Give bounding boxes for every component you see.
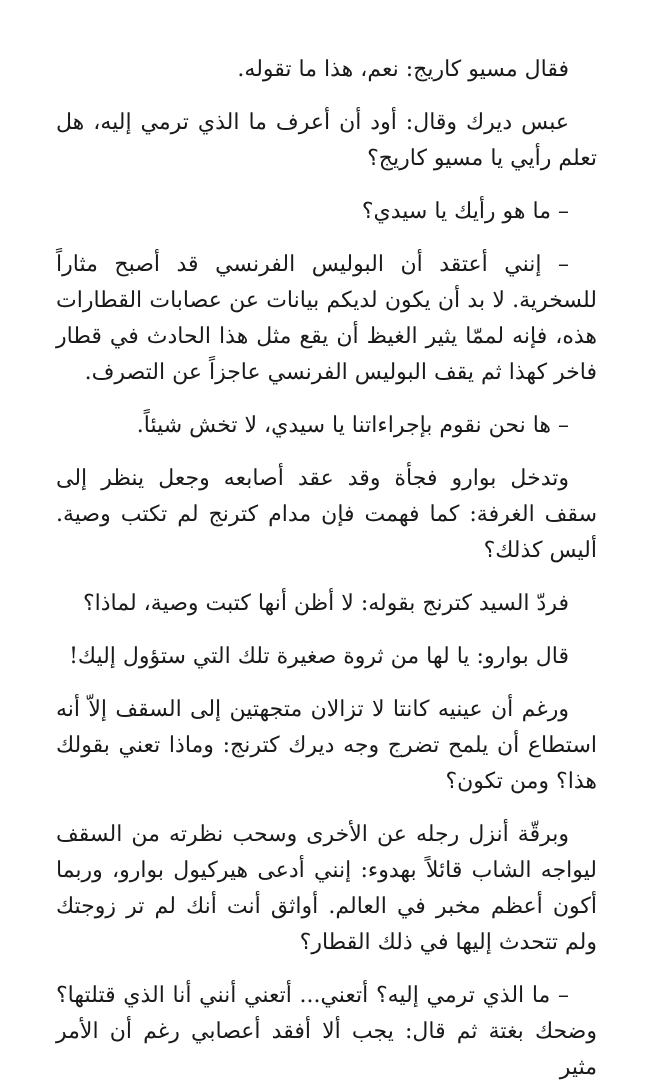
paragraph-9: ورغم أن عينيه كانتا لا تزالان متجهتين إلى السقف إلاّ أنه استطاع أن يلمح تضرج وجه ديرك كترنج: وماذا تعني بقولك هذا؟ ومن تكون؟ (56, 697, 597, 794)
paragraph-8: قال بوارو: يا لها من ثروة صغيرة تلك التي ستؤول إليك! (69, 644, 569, 669)
paragraph-2: عبس ديرك وقال: أود أن أعرف ما الذي ترمي إليه، هل تعلم رأيي يا مسيو كاريج؟ (56, 110, 597, 171)
paragraph-3: – ما هو رأيك يا سيدي؟ (361, 199, 569, 224)
paragraph-4: – إنني أعتقد أن البوليس الفرنسي قد أصبح مثاراً للسخرية. لا بد أن يكون لديكم بيانات عن عصابات القطارات هذه، فإنه لممّا يثير الغيظ أن يقع مثل هذا الحادث في قطار فاخر كهذا ثم يقف البوليس الفرنسي عاجزاً عن التصرف. (56, 252, 598, 385)
paragraph-1: فقال مسيو كاريج: نعم، هذا ما تقوله. (237, 57, 569, 82)
paragraph-5: – ها نحن نقوم بإجراءاتنا يا سيدي، لا تخش شيئاً. (136, 413, 569, 438)
paragraph-10: وبرقّة أنزل رجله عن الأخرى وسحب نظرته من السقف ليواجه الشاب قائلاً بهدوء: إنني أدعى هيركيول بوارو، وربما أكون أعظم مخبر في العالم. أواثق أنت أنك لم تر زوجتك ولم تتحدث إليها في ذلك القطار؟ (56, 822, 597, 955)
paragraph-6: وتدخل بوارو فجأة وقد عقد أصابعه وجعل ينظر إلى سقف الغرفة: كما فهمت فإن مدام كترنج لم تكتب وصية. أليس كذلك؟ (56, 466, 597, 563)
paragraph-11: – ما الذي ترمي إليه؟ أتعني... أتعني أنني أنا الذي قتلتها؟ وضحك بغتة ثم قال: يجب ألا أفقد أعصابي رغم أن الأمر مثير (56, 983, 597, 1080)
paragraph-7: فردّ السيد كترنج بقوله: لا أظن أنها كتبت وصية، لماذا؟ (82, 591, 569, 616)
